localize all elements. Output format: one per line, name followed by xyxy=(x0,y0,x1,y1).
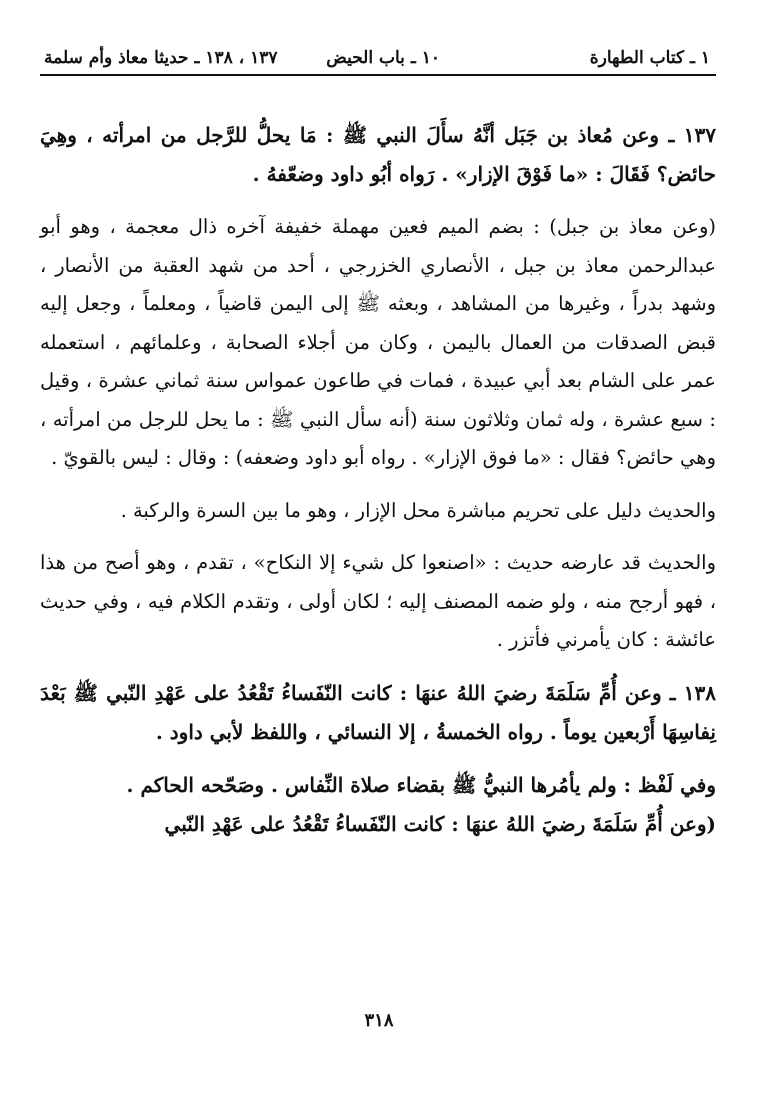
commentary-paragraph: (وعن معاذ بن جبل) : بضم الميم فعين مهملة خفيفة آخره ذال معجمة ، وهو أبو عبدالرحمن معاذ بن جبل ، الأنصاري الخزرجي ، أحد من شهد العقبة من الأنصار ، وشهد بدراً ، وغيرها من المشاهد ، وبعثه ﷺ إلى اليمن قاضياً ، ومعلماً ، وجعل إليه قبض الصدقات من العمال باليمن ، وكان من أجلاء الصحابة ، وعلمائهم ، استعمله عمر على الشام بعد أبي عبيدة ، فمات في طاعون عمواس سنة ثماني عشرة ، وقيل : سبع عشرة ، وله ثمان وثلاثون سنة (أنه سأل النبي ﷺ : ما يحل للرجل من امرأته ، وهي حائض؟ فقال : «ما فوق الإزار» . رواه أبو داود وضعفه) : وقال : ليس بالقويّ . xyxy=(40,215,716,469)
header-chapter-title: ١٠ ـ باب الحيض xyxy=(326,48,440,68)
hadith-138-variant: وفي لَفْظ : ولم يأمُرها النبيُّ ﷺ بقضاء صلاة النِّفاس . وصَحّحه الحاكم . xyxy=(126,772,716,797)
commentary-paragraph: والحديث دليل على تحريم مباشرة محل الإزار ، وهو ما بين السرة والركبة . xyxy=(120,498,716,522)
page-body xyxy=(40,116,716,844)
commentary-paragraph: والحديث قد عارضه حديث : «اصنعوا كل شيء إلا النكاح» ، تقدم ، وهو أصح من هذا ، فهو أرجح منه ، ولو ضمه المصنف إليه ؛ لكان أولى ، وتقدم الكلام فيه ، وفي حديث عائشة : كان يأمرني فأتزر . xyxy=(40,551,716,651)
hadith-137-text: ١٣٧ ـ وعن مُعاذ بن جَبَل أنَّهُ سأَلَ النبي ﷺ : مَا يحلُّ للرَّجل من امرأته ، وهِيَ حائض؟ فَقَالَ : «ما فَوْقَ الإزار» . رَواه أبُو داود وضعّفهُ . xyxy=(40,123,716,186)
running-header xyxy=(40,40,716,76)
header-book-title: ١ ـ كتاب الطهارة xyxy=(589,48,710,68)
header-hadith-range: ١٣٧ ، ١٣٨ ـ حديثا معاذ وأم سلمة xyxy=(44,48,278,68)
page-number: ٣١٨ xyxy=(364,1010,394,1031)
hadith-138-text: ١٣٨ ـ وعن أُمِّ سَلَمَةَ رضيَ اللهُ عنهَا : كانت النّفَساءُ تَقْعُدُ على عَهْدِ النّبي ﷺ بَعْدَ نِفاسِهَا أَرْبعين يوماً . رواه الخمسةُ ، إلا النسائي ، واللفظ لأبي داود . xyxy=(40,680,716,744)
commentary-paragraph: (وعن أُمِّ سَلَمَةَ رضيَ اللهُ عنهَا : كانت النّفَساءُ تَقْعُدُ على عَهْدِ النّبي xyxy=(164,811,716,836)
